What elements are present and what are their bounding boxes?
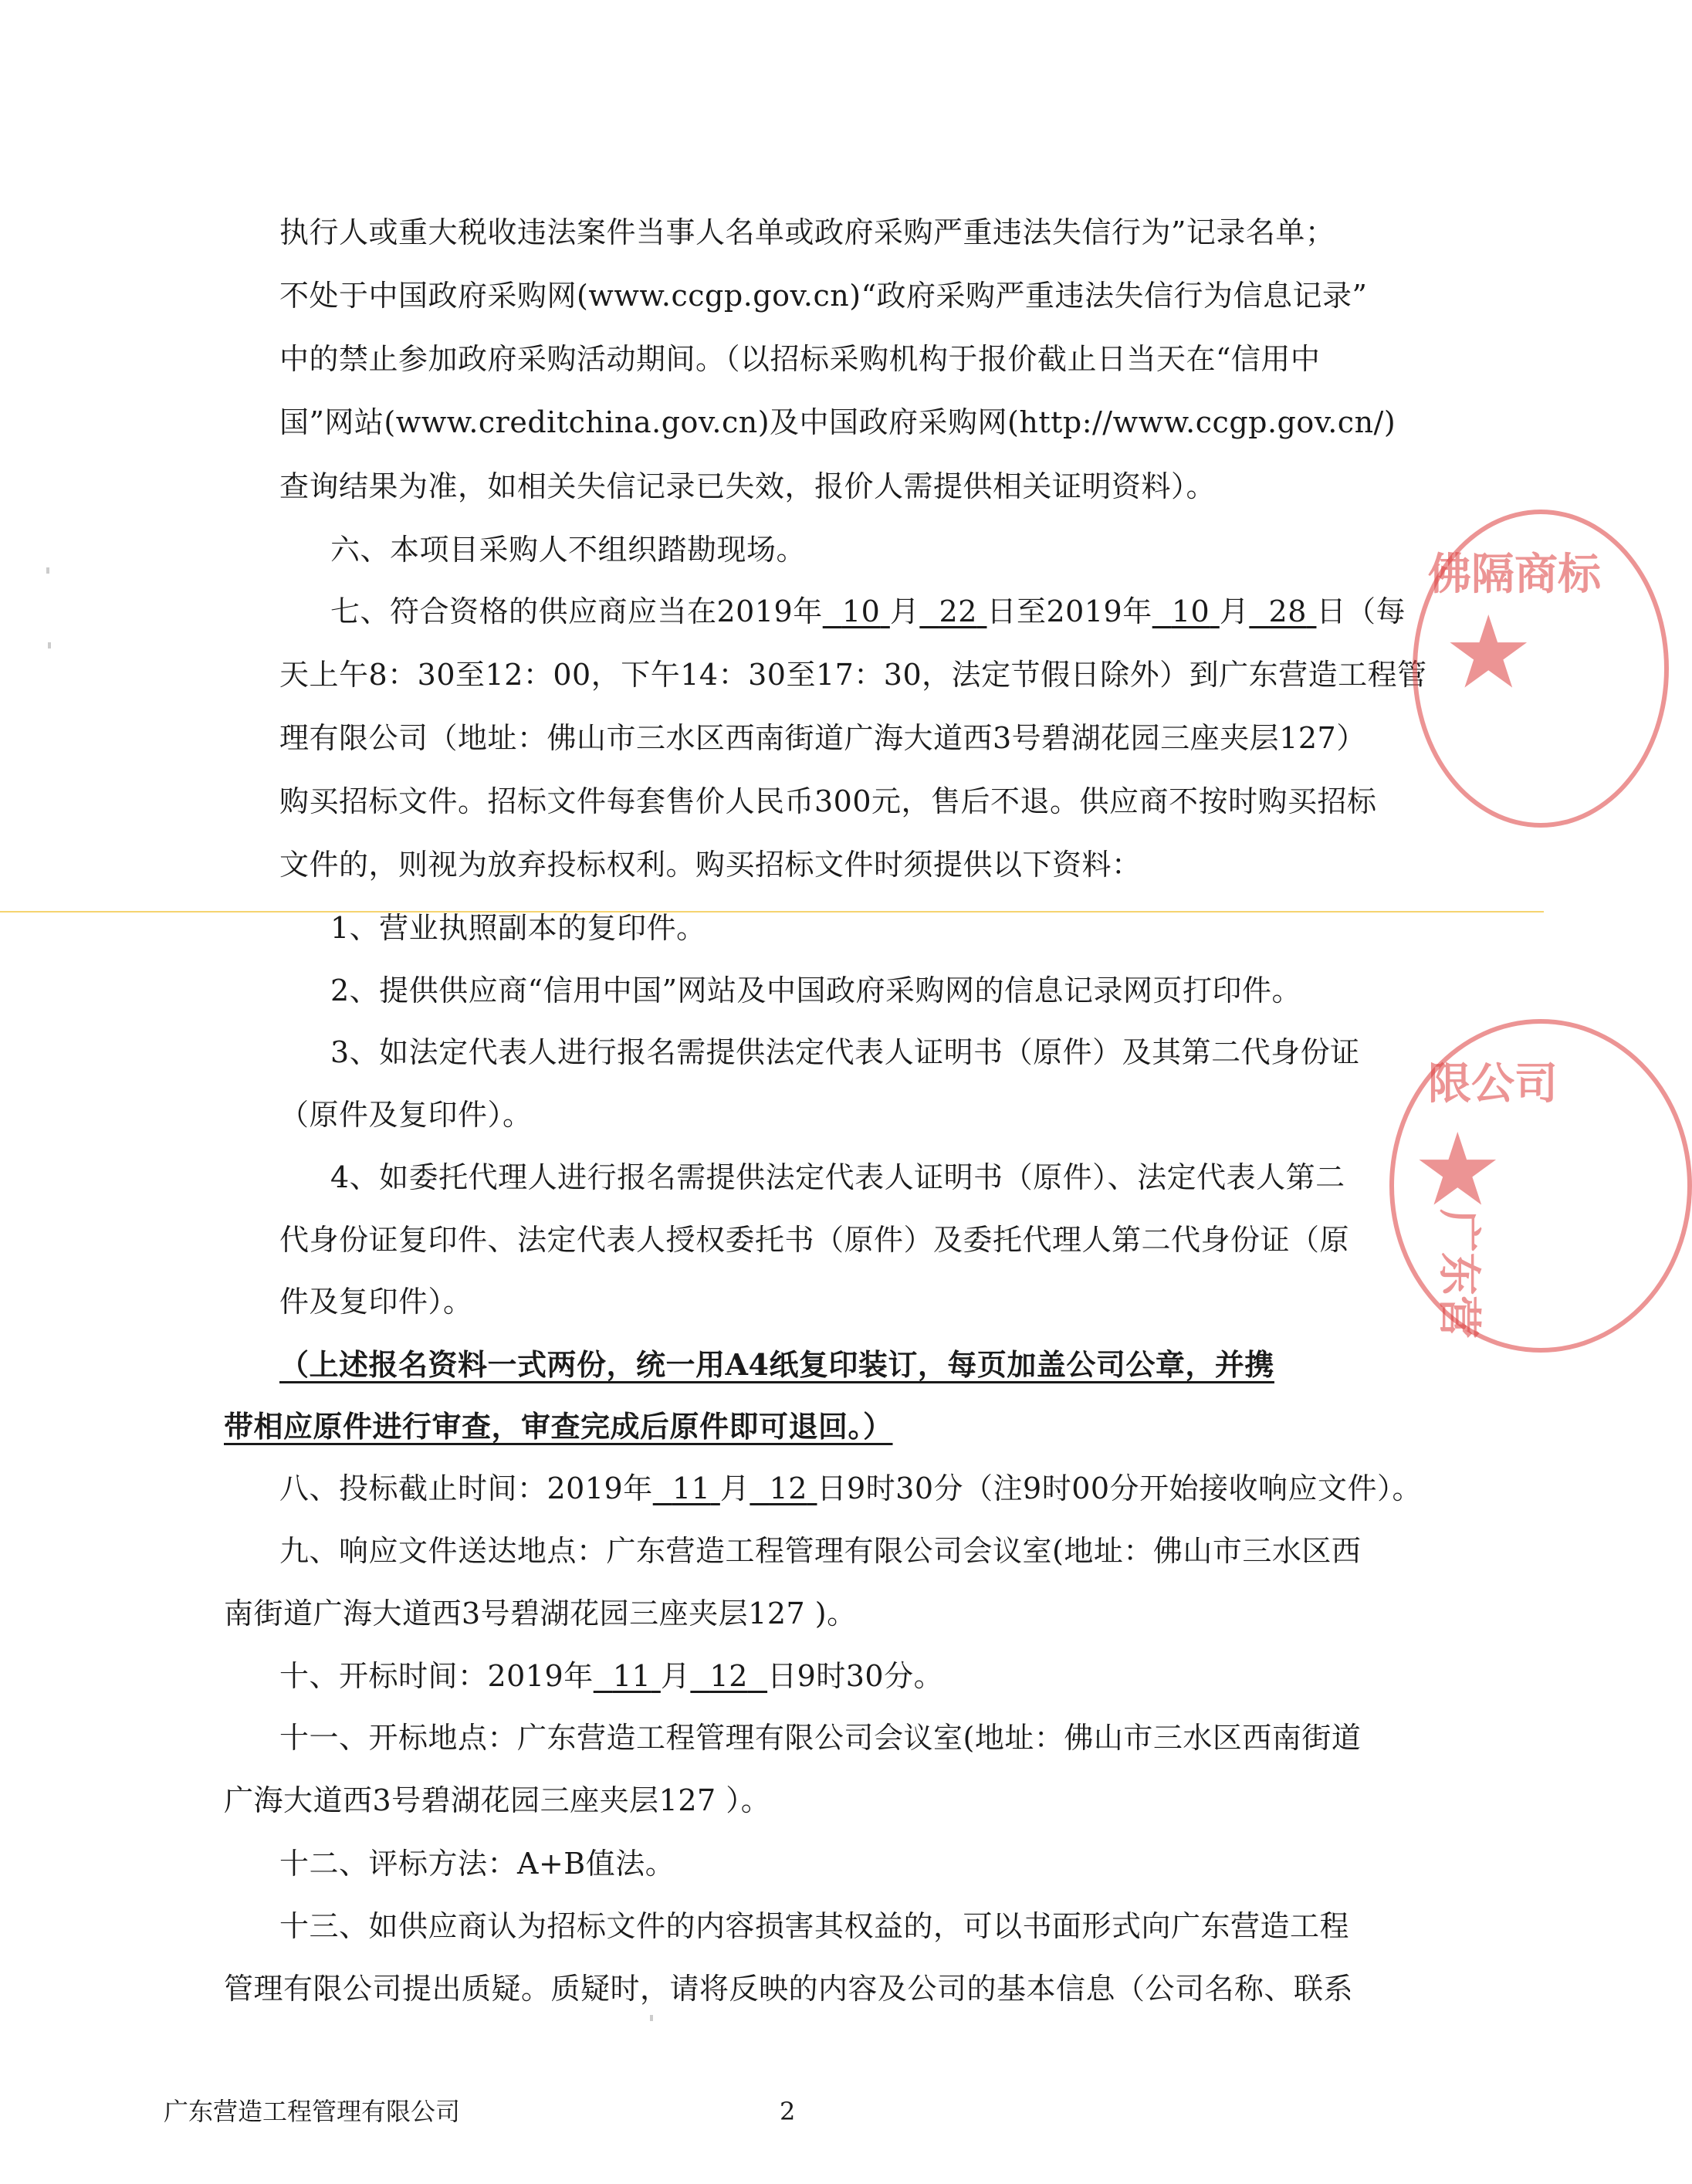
month-start: [823, 594, 890, 628]
month-end: [1152, 594, 1220, 628]
paragraph-line: 执行人或重大税收违法案件当事人名单或政府采购严重违法失信行为”记录名单；: [279, 215, 1335, 249]
paragraph-line: 中的禁止参加政府采购活动期间。（以招标采购机构于报价截止日当天在“信用中: [279, 342, 1321, 376]
value: 11: [612, 1659, 651, 1693]
day-start: [919, 594, 986, 628]
value: 12: [709, 1659, 748, 1693]
scan-speck: [650, 2015, 653, 2021]
value: 10: [841, 594, 881, 628]
section-12: 十二、评标方法：A+B值法。: [279, 1847, 675, 1881]
requirement-3: 3、如法定代表人进行报名需提供法定代表人证明书（原件）及其第二代身份证: [330, 1035, 1360, 1069]
seal-text-top: 佛隔商标: [1428, 549, 1601, 600]
day: [750, 1471, 817, 1505]
text: 十、开标时间：2019年: [279, 1659, 594, 1693]
section-11-cont: 广海大道西3号碧湖花园三座夹层127 ）。: [224, 1783, 771, 1817]
paragraph-line: 不处于中国政府采购网(www.ccgp.gov.cn)“政府采购严重违法失信行为信息记录”: [279, 279, 1368, 313]
seal-star-icon: ★: [1413, 1111, 1503, 1228]
note-line: （上述报名资料一式两份，统一用A4纸复印装订，每页加盖公司公章，并携: [279, 1347, 1274, 1382]
value: 10: [1171, 594, 1210, 628]
fold-line: [0, 911, 1544, 913]
note-line: 带相应原件进行审查，审查完成后原件即可退回。）: [224, 1409, 893, 1444]
text: 七、符合资格的供应商应当在2019年: [330, 594, 823, 628]
requirement-4-cont: 代身份证复印件、法定代表人授权委托书（原件）及委托代理人第二代身份证（原: [279, 1223, 1350, 1257]
value: 22: [939, 594, 977, 628]
section-8: [279, 1470, 1422, 1507]
section-11: 十一、开标地点：广东营造工程管理有限公司会议室(地址：佛山市三水区西南街道: [279, 1721, 1362, 1755]
requirement-4: 4、如委托代理人进行报名需提供法定代表人证明书（原件）、法定代表人第二: [330, 1160, 1345, 1194]
scan-speck: [48, 642, 51, 648]
page-number: 2: [780, 2097, 796, 2126]
text: 日9时30分（注9时00分开始接收响应文件）。: [817, 1471, 1423, 1505]
month: [653, 1471, 720, 1505]
seal-text-mid: 限公司: [1428, 1058, 1558, 1109]
text: 日9时30分。: [767, 1659, 944, 1693]
section-7-line: 文件的，则视为放弃投标权利。购买招标文件时须提供以下资料：: [279, 848, 1142, 882]
seal-star-icon: ★: [1443, 594, 1534, 711]
section-7-line: 天上午8：30至12：00，下午14：30至17：30，法定节假日除外）到广东营造工程管: [279, 658, 1427, 692]
section-13-cont: 管理有限公司提出质疑。质疑时，请将反映的内容及公司的基本信息（公司名称、联系: [224, 1972, 1354, 2006]
section-7-line: [330, 593, 1406, 630]
requirement-3-cont: （原件及复印件）。: [279, 1098, 533, 1132]
day-end: [1249, 594, 1316, 628]
day: [690, 1659, 767, 1693]
value: 28: [1268, 594, 1307, 628]
section-13: 十三、如供应商认为招标文件的内容损害其权益的，可以书面形式向广东营造工程: [279, 1909, 1350, 1943]
text: 月: [719, 1471, 750, 1505]
footer-company: 广东营造工程管理有限公司: [164, 2097, 461, 2126]
text: 八、投标截止时间：2019年: [279, 1471, 653, 1505]
paragraph-line: 国”网站(www.creditchina.gov.cn)及中国政府采购网(http://www.ccgp.gov.cn/): [279, 405, 1396, 439]
section-10: [279, 1657, 943, 1695]
requirement-2: 2、提供供应商“信用中国”网站及中国政府采购网的信息记录网页打印件。: [330, 973, 1302, 1007]
paragraph-line: 查询结果为准，如相关失信记录已失效，报价人需提供相关证明资料）。: [279, 469, 1217, 503]
text: 月: [889, 594, 920, 628]
section-9: 九、响应文件送达地点：广东营造工程管理有限公司会议室(地址：佛山市三水区西: [279, 1534, 1362, 1568]
text: 月: [660, 1659, 691, 1693]
requirement-1: 1、营业执照副本的复印件。: [330, 911, 706, 945]
section-7-line: 理有限公司（地址：佛山市三水区西南街道广海大道西3号碧湖花园三座夹层127）: [279, 721, 1366, 755]
section-9-cont: 南街道广海大道西3号碧湖花园三座夹层127 )。: [224, 1597, 857, 1630]
month: [594, 1659, 661, 1693]
value: 12: [769, 1471, 807, 1505]
value: 11: [672, 1471, 711, 1505]
section-7-line: 购买招标文件。招标文件每套售价人民币300元，售后不退。供应商不按时购买招标: [279, 784, 1377, 818]
text: 日（每: [1316, 594, 1406, 628]
requirement-4-cont: 件及复印件）。: [279, 1285, 473, 1319]
text: 月: [1219, 594, 1250, 628]
scan-speck: [46, 567, 49, 574]
section-6: 六、本项目采购人不组织踏勘现场。: [330, 533, 807, 567]
seal-text-mid-lower: 广东营: [1433, 1209, 1484, 1339]
text: 日至2019年: [986, 594, 1152, 628]
